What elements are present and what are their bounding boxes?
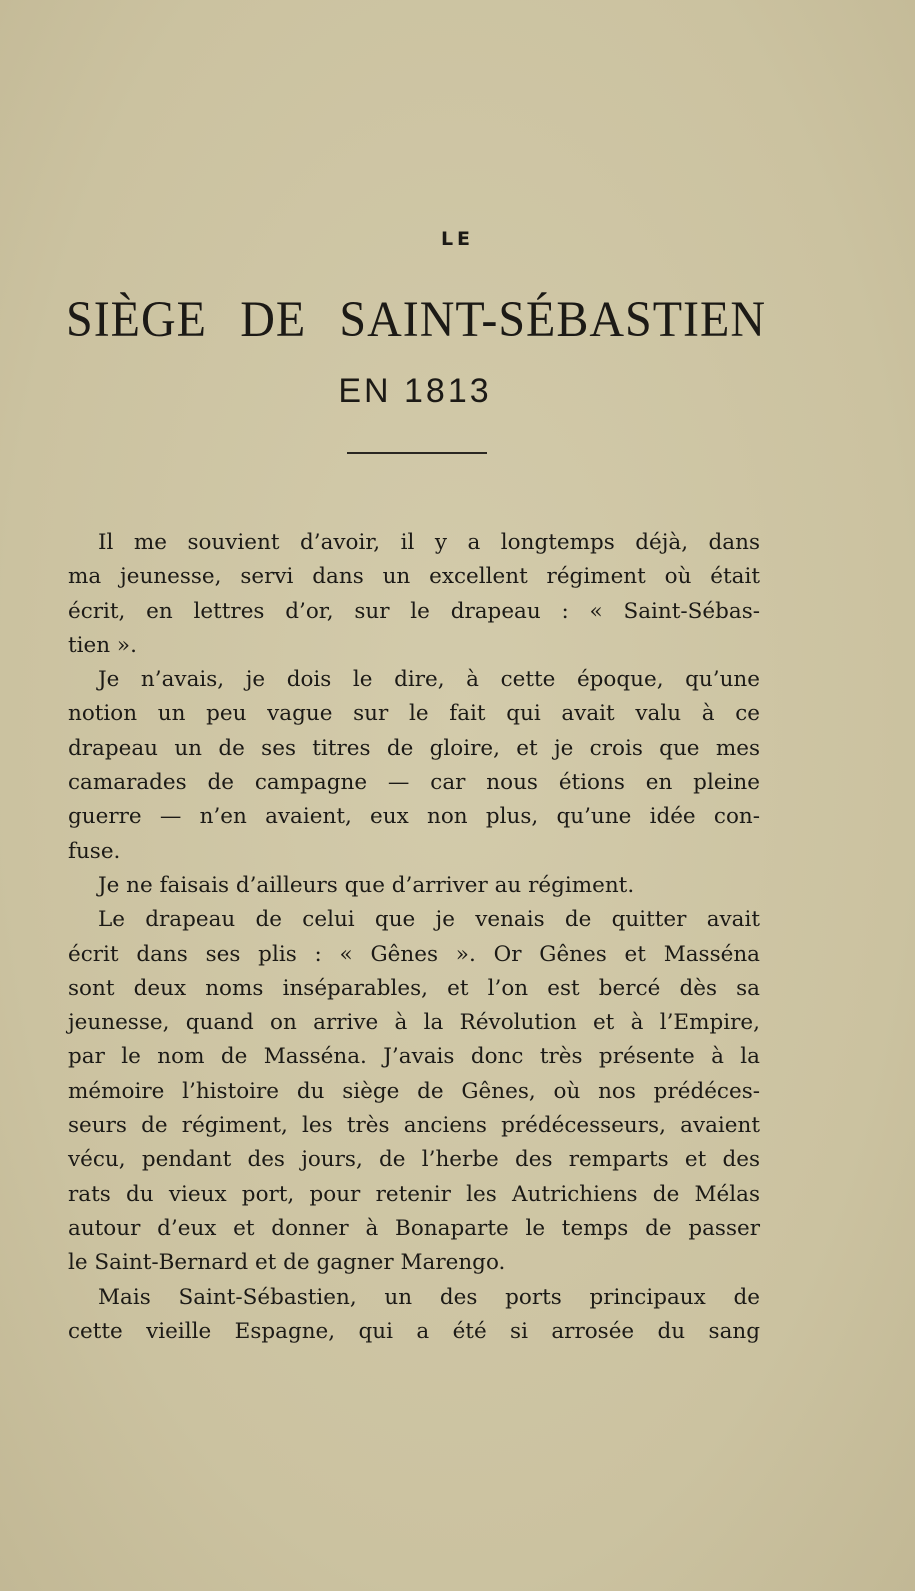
text-line: Je ne faisais d’ailleurs que d’arriver au régiment. <box>98 872 635 898</box>
text-line: Mais Saint-Sébastien, un des ports principaux de <box>98 1284 760 1310</box>
text-line: ma jeunesse, servi dans un excellent régiment où était <box>68 564 760 590</box>
text-line: fuse. <box>68 838 121 864</box>
title-rule <box>347 452 487 454</box>
text-line: Le drapeau de celui que je venais de quitter avait <box>98 907 760 933</box>
text-line: rats du vieux port, pour retenir les Autrichiens de Mélas <box>68 1181 760 1207</box>
text-line: Il me souvient d’avoir, il y a longtemps déjà, dans <box>98 530 760 555</box>
text-line: écrit dans ses plis : « Gênes ». Or Gênes et Masséna <box>68 941 760 967</box>
text-line: autour d’eux et donner à Bonaparte le temps de passer <box>68 1215 760 1241</box>
body-text <box>68 526 760 1349</box>
text-line: jeunesse, quand on arrive à la Révolution et à l’Empire, <box>68 1010 760 1036</box>
text-line: tien ». <box>68 632 137 658</box>
text-line: sont deux noms inséparables, et l’on est bercé dès sa <box>68 975 760 1001</box>
text-line: drapeau un de ses titres de gloire, et je crois que mes <box>68 735 760 761</box>
text-line: camarades de campagne — car nous étions en pleine <box>68 770 760 796</box>
text-line: Je n’avais, je dois le dire, à cette époque, qu’une <box>98 667 760 693</box>
text-line: seurs de régiment, les très anciens prédécesseurs, avaient <box>68 1113 760 1139</box>
text-line: vécu, pendant des jours, de l’herbe des remparts et des <box>68 1147 760 1173</box>
text-line: guerre — n’en avaient, eux non plus, qu’une idée con- <box>68 804 760 830</box>
text-line: par le nom de Masséna. J’avais donc très présente à la <box>68 1044 760 1070</box>
chapter-subtitle: EN 1813 <box>338 372 492 410</box>
text-line: cette vieille Espagne, qui a été si arrosée du sang <box>68 1318 760 1344</box>
title-kicker: LE <box>440 228 475 250</box>
text-line: mémoire l’histoire du siège de Gênes, où nos prédéces- <box>68 1078 760 1104</box>
text-line: le Saint-Bernard et de gagner Marengo. <box>68 1250 506 1276</box>
chapter-title: SIÈGE DE SAINT-SÉBASTIEN <box>66 291 766 348</box>
text-line: écrit, en lettres d’or, sur le drapeau : « Saint-Sébas- <box>68 598 760 624</box>
text-line: notion un peu vague sur le fait qui avait valu à ce <box>68 701 760 727</box>
